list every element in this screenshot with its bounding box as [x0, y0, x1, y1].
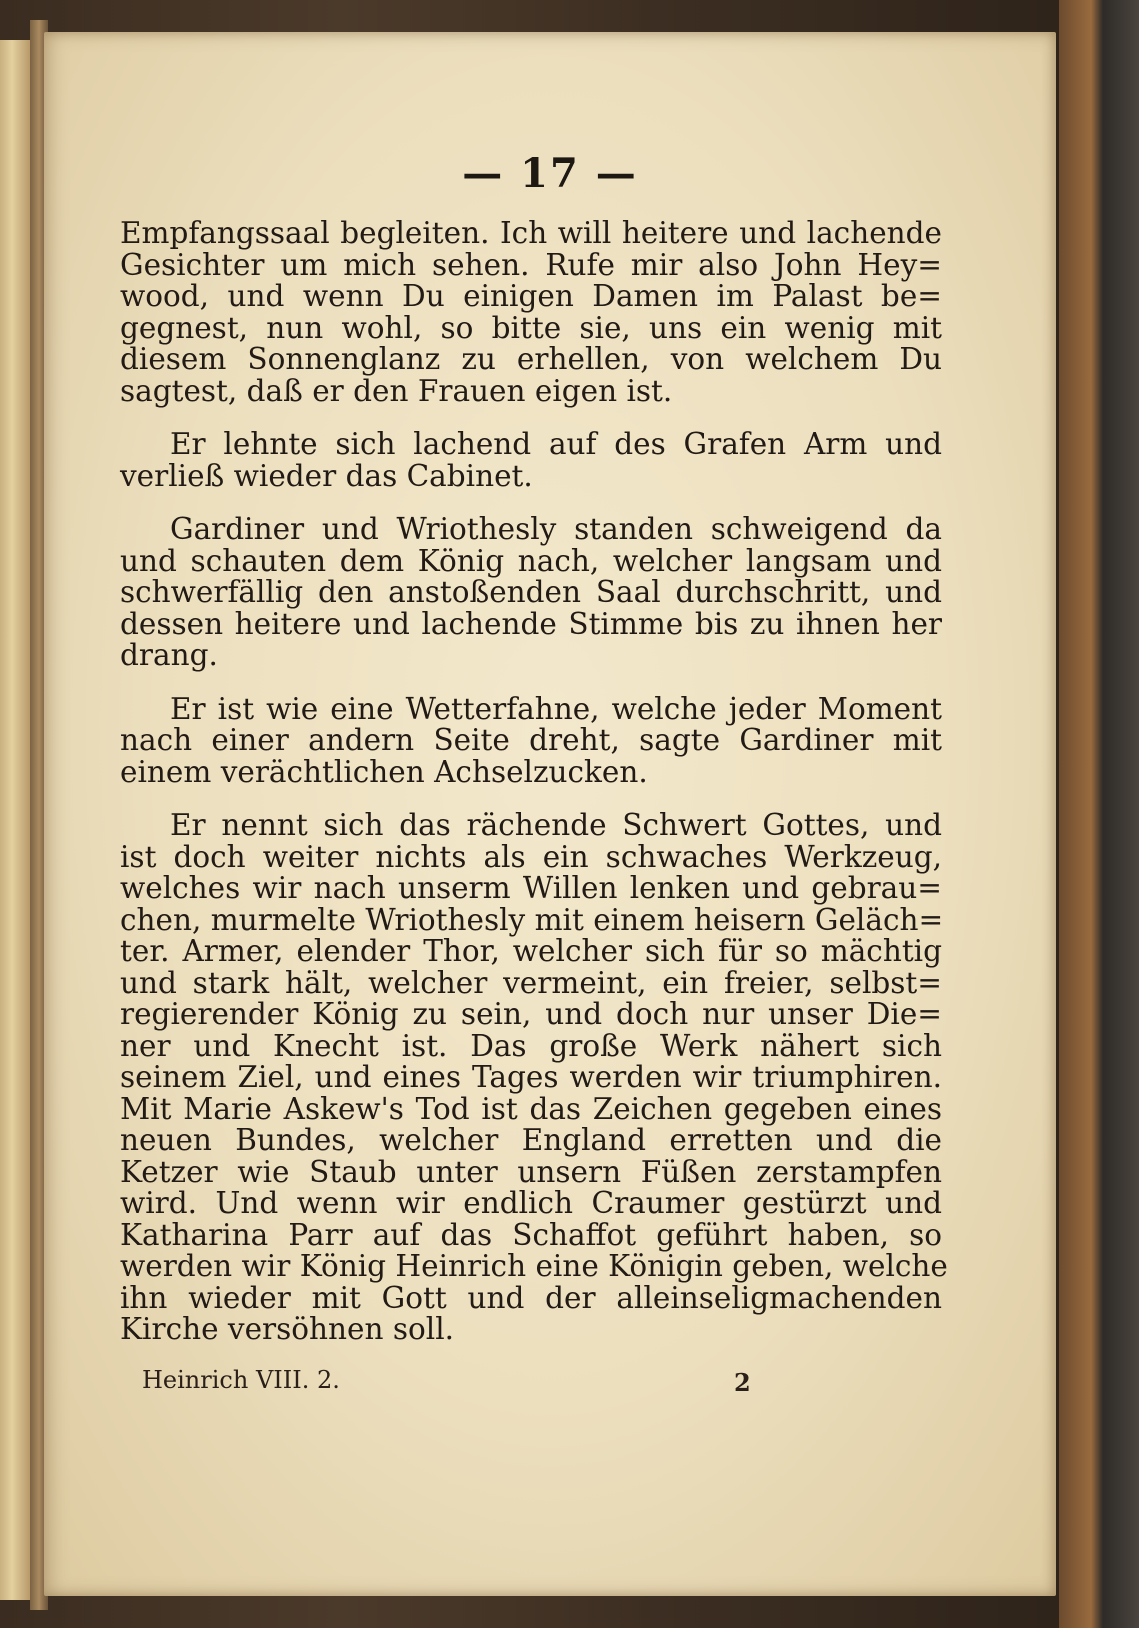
text-line: wood, und wenn Du einigen Damen im Palast be=: [120, 279, 942, 313]
text-line: gegnest, nun wohl, so bitte sie, uns ein wenig mit: [120, 310, 942, 345]
text-line: Empfangssaal begleiten. Ich will heitere und lachende: [120, 216, 942, 250]
paragraph: [120, 691, 942, 789]
body-text: [120, 216, 948, 1368]
text-line: drang.: [120, 638, 218, 672]
text-line: ihn wieder mit Gott und der alleinseligmachenden: [120, 1280, 942, 1315]
text-line: nach einer andern Seite dreht, sagte Gardiner mit: [120, 723, 942, 757]
paragraph: [120, 218, 942, 407]
text-line: ner und Knecht ist. Das große Werk nähert sich: [120, 1028, 942, 1063]
text-line: ist doch weiter nichts als ein schwaches Werkzeug,: [120, 839, 942, 874]
text-line: wird. Und wenn wir endlich Craumer gestürzt und: [120, 1186, 942, 1220]
paragraph: [120, 808, 948, 1346]
text-line: Kirche versöhnen soll.: [120, 1312, 455, 1346]
text-line: schwerfällig den anstoßenden Saal durchschritt, und: [120, 575, 942, 609]
text-line: Katharina Parr auf das Schaffot geführt haben, so: [120, 1217, 942, 1252]
left-page-edge: [0, 40, 32, 1600]
signature-mark: Heinrich VIII. 2.: [142, 1366, 340, 1394]
text-line: regierender König zu sein, und doch nur unser Die=: [120, 997, 942, 1031]
page-number: — 17 —: [462, 150, 638, 197]
text-line: seinem Ziel, und eines Tages werden wir triumphiren.: [120, 1060, 942, 1094]
text-line: Ketzer wie Staub unter unsern Füßen zerstampfen: [120, 1154, 942, 1189]
text-line: diesem Sonnenglanz zu erhellen, von welchem Du: [120, 342, 942, 376]
text-line: Er ist wie eine Wetterfahne, welche jeder Moment: [170, 691, 942, 726]
text-line: einem verächtlichen Achselzucken.: [120, 754, 648, 789]
text-line: Gardiner und Wriothesly standen schweigend da: [170, 512, 942, 546]
sheet-mark: 2: [734, 1368, 751, 1397]
text-line: neuen Bundes, welcher England erretten und die: [120, 1123, 942, 1157]
text-line: Er nennt sich das rächende Schwert Gottes, und: [170, 808, 942, 842]
book-page: [44, 32, 1056, 1596]
book-cover-edge: [1059, 0, 1139, 1628]
text-line: chen, murmelte Wriothesly mit einem heisern Geläch=: [120, 902, 944, 937]
paragraph: [120, 514, 942, 672]
text-line: dessen heitere und lachende Stimme bis zu ihnen her: [120, 606, 942, 641]
text-line: Er lehnte sich lachend auf des Grafen Arm und: [170, 427, 942, 461]
text-line: und stark hält, welcher vermeint, ein freier, selbst=: [120, 965, 942, 1000]
text-line: Mit Marie Askew's Tod ist das Zeichen gegeben eines: [120, 1091, 942, 1126]
text-line: ter. Armer, elender Thor, welcher sich für so mächtig: [120, 934, 942, 968]
paragraph: [120, 429, 942, 492]
text-line: und schauten dem König nach, welcher langsam und: [120, 543, 942, 578]
text-line: sagtest, daß er den Frauen eigen ist.: [120, 373, 673, 408]
text-line: werden wir König Heinrich eine Königin geben, welche: [120, 1249, 948, 1283]
text-line: welches wir nach unserm Willen lenken und gebrau=: [120, 871, 942, 905]
text-line: verließ wieder das Cabinet.: [120, 458, 533, 493]
text-line: Gesichter um mich sehen. Rufe mir also John Hey=: [120, 247, 942, 282]
